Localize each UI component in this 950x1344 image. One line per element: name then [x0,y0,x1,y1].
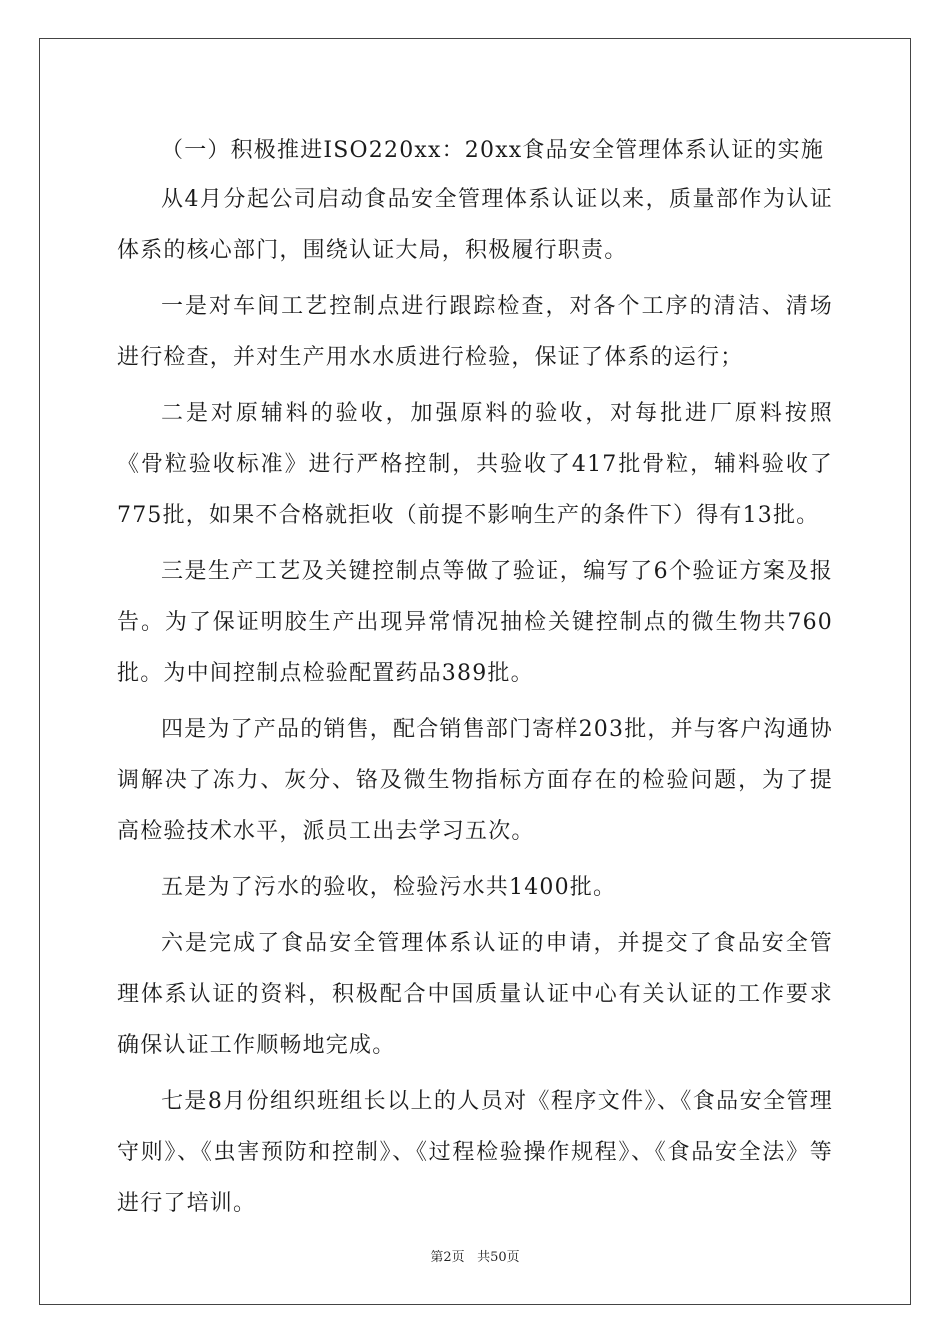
paragraph-item-6: 六是完成了食品安全管理体系认证的申请，并提交了食品安全管理体系认证的资料，积极配合中国质量认证中心有关认证的工作要求确保认证工作顺畅地完成。 [117,931,833,1058]
paragraph-item-5: 五是为了污水的验收，检验污水共1400批。 [161,875,617,900]
page-number: 第2页 [430,1250,465,1265]
paragraph-intro: 从4月分起公司启动食品安全管理体系认证以来，质量部作为认证体系的核心部门，围绕认证大局，积极履行职责。 [117,187,833,263]
paragraph-item-7: 七是8月份组织班组长以上的人员对《程序文件》、《食品安全管理守则》、《虫害预防和控制》、《过程检验操作规程》、《食品安全法》等进行了培训。 [117,1089,833,1216]
page-footer [0,1246,950,1265]
document-body [117,128,833,1234]
paragraph-item-3: 三是生产工艺及关键控制点等做了验证，编写了6个验证方案及报告。为了保证明胶生产出现异常情况抽检关键控制点的微生物共760批。为中间控制点检验配置药品389批。 [117,559,833,686]
section-heading: （一）积极推进ISO220xx：20xx食品安全管理体系认证的实施 [161,138,825,163]
paragraph-item-4: 四是为了产品的销售，配合销售部门寄样203批，并与客户沟通协调解决了冻力、灰分、铬及微生物指标方面存在的检验问题，为了提高检验技术水平，派员工出去学习五次。 [117,717,833,844]
page-total: 共50页 [477,1250,520,1265]
paragraph-item-2: 二是对原辅料的验收，加强原料的验收，对每批进厂原料按照《骨粒验收标准》进行严格控制，共验收了417批骨粒，辅料验收了775批，如果不合格就拒收（前提不影响生产的条件下）得有13批。 [117,401,833,528]
paragraph-item-1: 一是对车间工艺控制点进行跟踪检查，对各个工序的清洁、清场进行检查，并对生产用水水质进行检验，保证了体系的运行； [117,294,833,370]
